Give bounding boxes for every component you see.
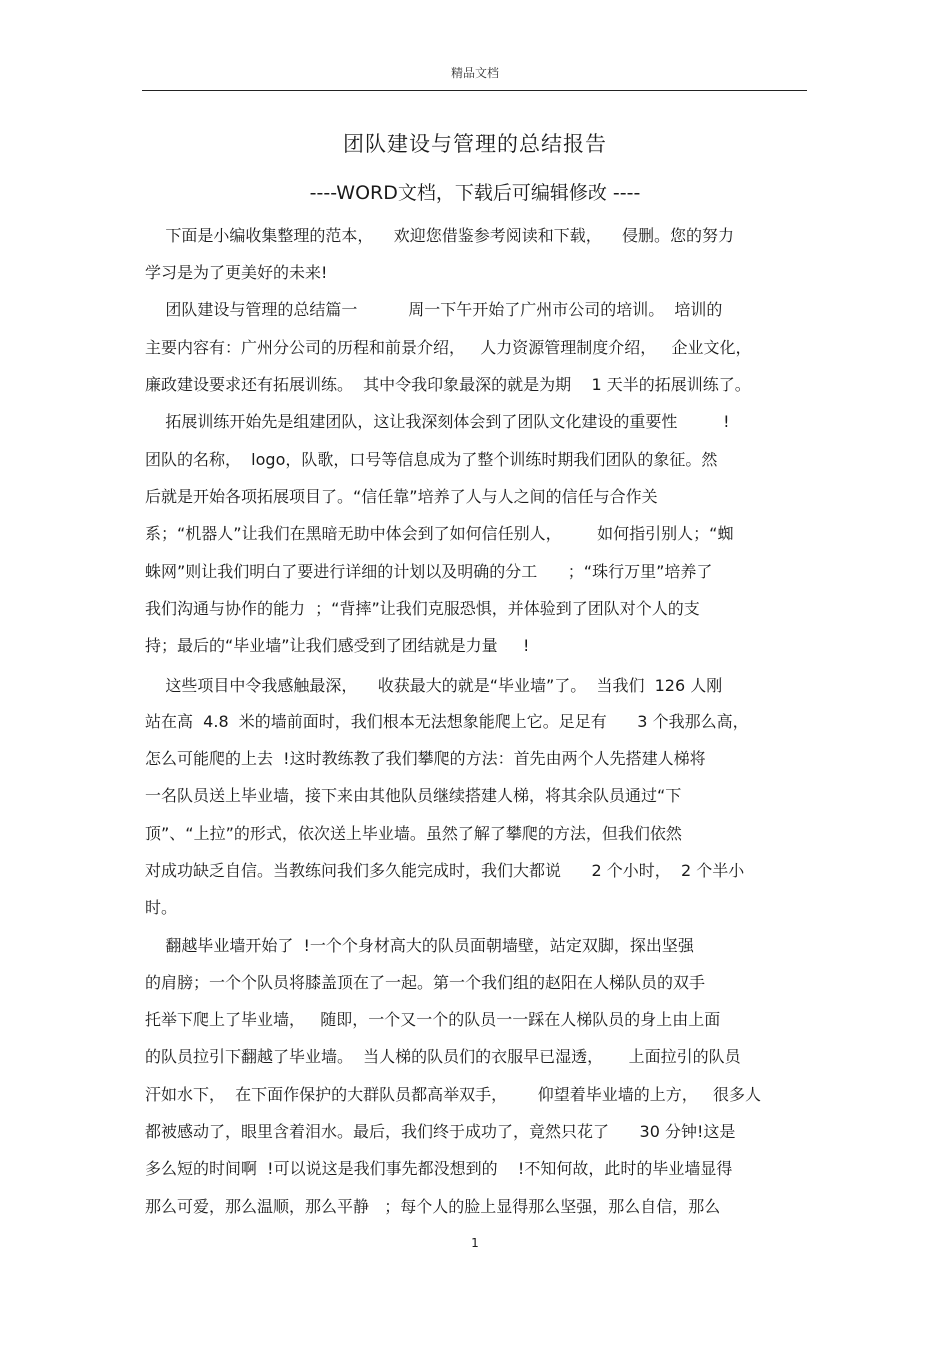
body-line: 蛛网”则让我们明白了要进行详细的计划以及明确的分工 ；“珠行万里”培养了 (145, 562, 713, 581)
body-line: 对成功缺乏自信。当教练问我们多久能完成时，我们大都说 2 个小时， 2 个半小 (145, 861, 745, 880)
body-line: 廉政建设要求还有拓展训练。 其中令我印象最深的就是为期 1 天半的拓展训练了。 (145, 375, 751, 394)
body-line: 时。 (145, 898, 178, 917)
document-subtitle: ----WORD文档，下载后可编辑修改 ---- (309, 182, 641, 204)
body-line: 多么短的时间啊 !可以说这是我们事先都没想到的 !不知何故，此时的毕业墙显得 (145, 1159, 733, 1178)
body-line: 拓展训练开始先是组建团队，这让我深刻体会到了团队文化建设的重要性 ! (145, 412, 730, 431)
body-line: 团队建设与管理的总结篇一 周一下午开始了广州市公司的培训。 培训的 (145, 300, 723, 319)
body-line: 怎么可能爬的上去 !这时教练教了我们攀爬的方法：首先由两个人先搭建人梯将 (145, 749, 706, 768)
body-line: 汗如水下， 在下面作保护的大群队员都高举双手， 仰望着毕业墙的上方， 很多人 (145, 1085, 761, 1104)
body-line: 学习是为了更美好的未来! (145, 263, 328, 282)
body-line: 后就是开始各项拓展项目了。“信任靠”培养了人与人之间的信任与合作关 (145, 487, 658, 506)
body-line: 主要内容有：广州分公司的历程和前景介绍， 人力资源管理制度介绍， 企业文化， (145, 338, 752, 357)
running-header: 精品文档 (450, 66, 499, 80)
body-line: 一名队员送上毕业墙，接下来由其他队员继续搭建人梯，将其余队员通过“下 (145, 786, 682, 805)
header-divider (142, 90, 807, 91)
body-line: 顶”、“上拉”的形式，依次送上毕业墙。虽然了解了攀爬的方法，但我们依然 (145, 824, 682, 843)
body-line: 那么可爱，那么温顺，那么平静 ；每个人的脸上显得那么坚强，那么自信，那么 (145, 1197, 721, 1216)
body-line: 这些项目中令我感触最深， 收获最大的就是“毕业墙”了。 当我们 126 人刚 (145, 676, 723, 695)
body-line: 的队员拉引下翻越了毕业墙。 当人梯的队员们的衣服早已湿透， 上面拉引的队员 (145, 1047, 741, 1066)
body-line: 我们沟通与协作的能力 ；“背摔”让我们克服恐惧，并体验到了团队对个人的支 (145, 599, 700, 618)
body-line: 持；最后的“毕业墙”让我们感受到了团结就是力量 ! (145, 636, 530, 655)
body-line: 托举下爬上了毕业墙， 随即，一个又一个的队员一一踩在人梯队员的身上由上面 (145, 1010, 721, 1029)
body-line: 的肩膀；一个个队员将膝盖顶在了一起。第一个我们组的赵阳在人梯队员的双手 (145, 973, 706, 992)
page-number: 1 (471, 1236, 479, 1250)
body-line: 下面是小编收集整理的范本， 欢迎您借鉴参考阅读和下载， 侵删。您的努力 (145, 226, 735, 245)
body-line: 翻越毕业墙开始了 !一个个身材高大的队员面朝墙壁，站定双脚，探出坚强 (145, 936, 694, 955)
body-line: 团队的名称， logo，队歌，口号等信息成为了整个训练时期我们团队的象征。然 (145, 450, 718, 469)
body-line: 站在高 4.8 米的墙前面时，我们根本无法想象能爬上它。足足有 3 个我那么高， (145, 712, 749, 731)
body-line: 系；“机器人”让我们在黑暗无助中体会到了如何信任别人， 如何指引别人；“蜘 (145, 524, 734, 543)
document-title: 团队建设与管理的总结报告 (343, 132, 607, 156)
body-line: 都被感动了，眼里含着泪水。最后，我们终于成功了，竟然只花了 30 分钟!这是 (145, 1122, 736, 1141)
